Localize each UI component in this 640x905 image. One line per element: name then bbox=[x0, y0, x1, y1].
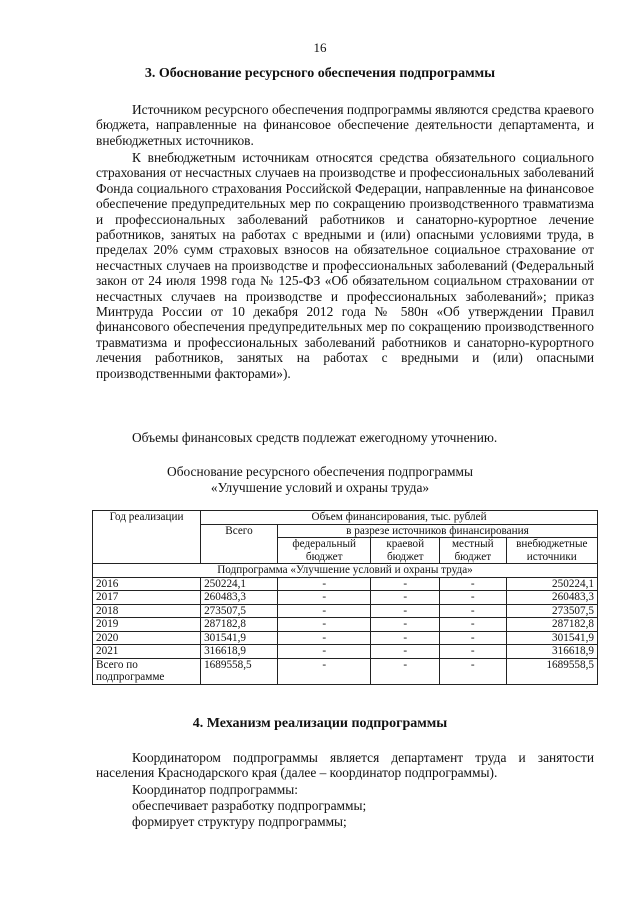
local-cell: - bbox=[440, 577, 507, 591]
total-row-local: - bbox=[440, 658, 507, 684]
total-row-federal: - bbox=[277, 658, 371, 684]
extra-cell: 250224,1 bbox=[506, 577, 597, 591]
header-federal: федеральный бюджет bbox=[277, 538, 371, 564]
regional-cell: - bbox=[371, 591, 440, 605]
section-4-paragraph-1-text: Координатором подпрограммы является департамент труда и занятости населения Краснодарского края (далее – координатор подпрограммы). bbox=[96, 750, 594, 781]
table-caption-line-2: «Улучшение условий и охраны труда» bbox=[210, 480, 430, 495]
section-3-paragraph-1 bbox=[96, 102, 594, 148]
year-cell: 2020 bbox=[93, 631, 201, 645]
year-cell: 2016 bbox=[93, 577, 201, 591]
page-number: 16 bbox=[313, 40, 327, 55]
duty-line-1: обеспечивает разработку подпрограммы; bbox=[132, 798, 367, 813]
section-3-heading: 3. Обоснование ресурсного обеспечения подпрограммы bbox=[144, 66, 496, 81]
local-cell: - bbox=[440, 604, 507, 618]
header-total: Всего bbox=[201, 524, 278, 564]
federal-cell: - bbox=[277, 631, 371, 645]
total-row-label: Всего по подпрограмме bbox=[93, 658, 201, 684]
funding-table bbox=[92, 510, 598, 685]
total-cell: 273507,5 bbox=[201, 604, 278, 618]
local-cell: - bbox=[440, 591, 507, 605]
year-cell: 2017 bbox=[93, 591, 201, 605]
federal-cell: - bbox=[277, 604, 371, 618]
duty-line-2: формирует структуру подпрограммы; bbox=[132, 814, 347, 829]
regional-cell: - bbox=[371, 604, 440, 618]
regional-cell: - bbox=[371, 577, 440, 591]
total-cell: 250224,1 bbox=[201, 577, 278, 591]
extra-cell: 301541,9 bbox=[506, 631, 597, 645]
extra-cell: 260483,3 bbox=[506, 591, 597, 605]
federal-cell: - bbox=[277, 577, 371, 591]
year-cell: 2019 bbox=[93, 618, 201, 632]
header-sources: в разрезе источников финансирования bbox=[277, 524, 597, 538]
header-extra: внебюджетные источники bbox=[506, 538, 597, 564]
section-3-paragraph-2-text: К внебюджетным источникам относятся средства обязательного социального страхования от несчастных случаев на производстве и профессиональных заболеваний Фонда социального страхования Российской Федерации, направленные на финансовое обеспечение предупредительных мер по сокращению производственного травматизма и профессиональных заболеваний работников и санаторно-курортное лечение работников, занятых на работах с вредными и (или) опасными условиями труда, в пределах 20% сумм страховых взносов на обязательное социальное страхование от несчастных случаев на производстве и профессиональных заболеваний (Федеральный закон от 24 июля 1998 года № 125-ФЗ «Об обязательном социальном страховании от несчастных случаев на производстве и профессиональных заболеваний»; приказ Минтруда России от 10 декабря 2012 года № 580н «Об утверждении Правил финансового обеспечения предупредительных мер по сокращению производственного травматизма и профессиональных заболеваний работников и санаторно-курортного лечения работников, занятых на работах с вредными и (или) опасными производственными факторами»). bbox=[96, 150, 594, 381]
table-row bbox=[93, 591, 598, 605]
total-row bbox=[93, 658, 598, 684]
table-row bbox=[93, 604, 598, 618]
section-3-paragraph-2 bbox=[96, 150, 594, 381]
year-cell: 2021 bbox=[93, 645, 201, 659]
federal-cell: - bbox=[277, 645, 371, 659]
total-row-regional: - bbox=[371, 658, 440, 684]
local-cell: - bbox=[440, 645, 507, 659]
local-cell: - bbox=[440, 618, 507, 632]
federal-cell: - bbox=[277, 591, 371, 605]
federal-cell: - bbox=[277, 618, 371, 632]
total-cell: 301541,9 bbox=[201, 631, 278, 645]
table-caption-line-1: Обоснование ресурсного обеспечения подпрограммы bbox=[167, 464, 473, 479]
subprogram-row: Подпрограмма «Улучшение условий и охраны труда» bbox=[93, 564, 598, 578]
header-year: Год реализации bbox=[93, 511, 201, 564]
coordinator-line: Координатор подпрограммы: bbox=[132, 782, 298, 797]
extra-cell: 316618,9 bbox=[506, 645, 597, 659]
total-cell: 260483,3 bbox=[201, 591, 278, 605]
total-row-extra: 1689558,5 bbox=[506, 658, 597, 684]
total-cell: 287182,8 bbox=[201, 618, 278, 632]
regional-cell: - bbox=[371, 645, 440, 659]
extra-cell: 287182,8 bbox=[506, 618, 597, 632]
section-4-paragraph-1 bbox=[96, 750, 594, 781]
section-3-paragraph-3 bbox=[96, 430, 594, 445]
section-4-heading: 4. Механизм реализации подпрограммы bbox=[192, 716, 448, 731]
table-row bbox=[93, 645, 598, 659]
table-row bbox=[93, 577, 598, 591]
header-local: местный бюджет bbox=[440, 538, 507, 564]
total-row-total: 1689558,5 bbox=[201, 658, 278, 684]
header-volume: Объем финансирования, тыс. рублей bbox=[201, 511, 598, 525]
regional-cell: - bbox=[371, 631, 440, 645]
regional-cell: - bbox=[371, 618, 440, 632]
local-cell: - bbox=[440, 631, 507, 645]
table-row bbox=[93, 618, 598, 632]
extra-cell: 273507,5 bbox=[506, 604, 597, 618]
header-regional: краевой бюджет bbox=[371, 538, 440, 564]
section-3-paragraph-3-text: Объемы финансовых средств подлежат ежегодному уточнению. bbox=[132, 430, 498, 445]
total-cell: 316618,9 bbox=[201, 645, 278, 659]
section-3-paragraph-1-text: Источником ресурсного обеспечения подпрограммы являются средства краевого бюджета, направленные на финансовое обеспечение деятельности департамента, и внебюджетных источников. bbox=[96, 102, 594, 148]
year-cell: 2018 bbox=[93, 604, 201, 618]
table-row bbox=[93, 631, 598, 645]
